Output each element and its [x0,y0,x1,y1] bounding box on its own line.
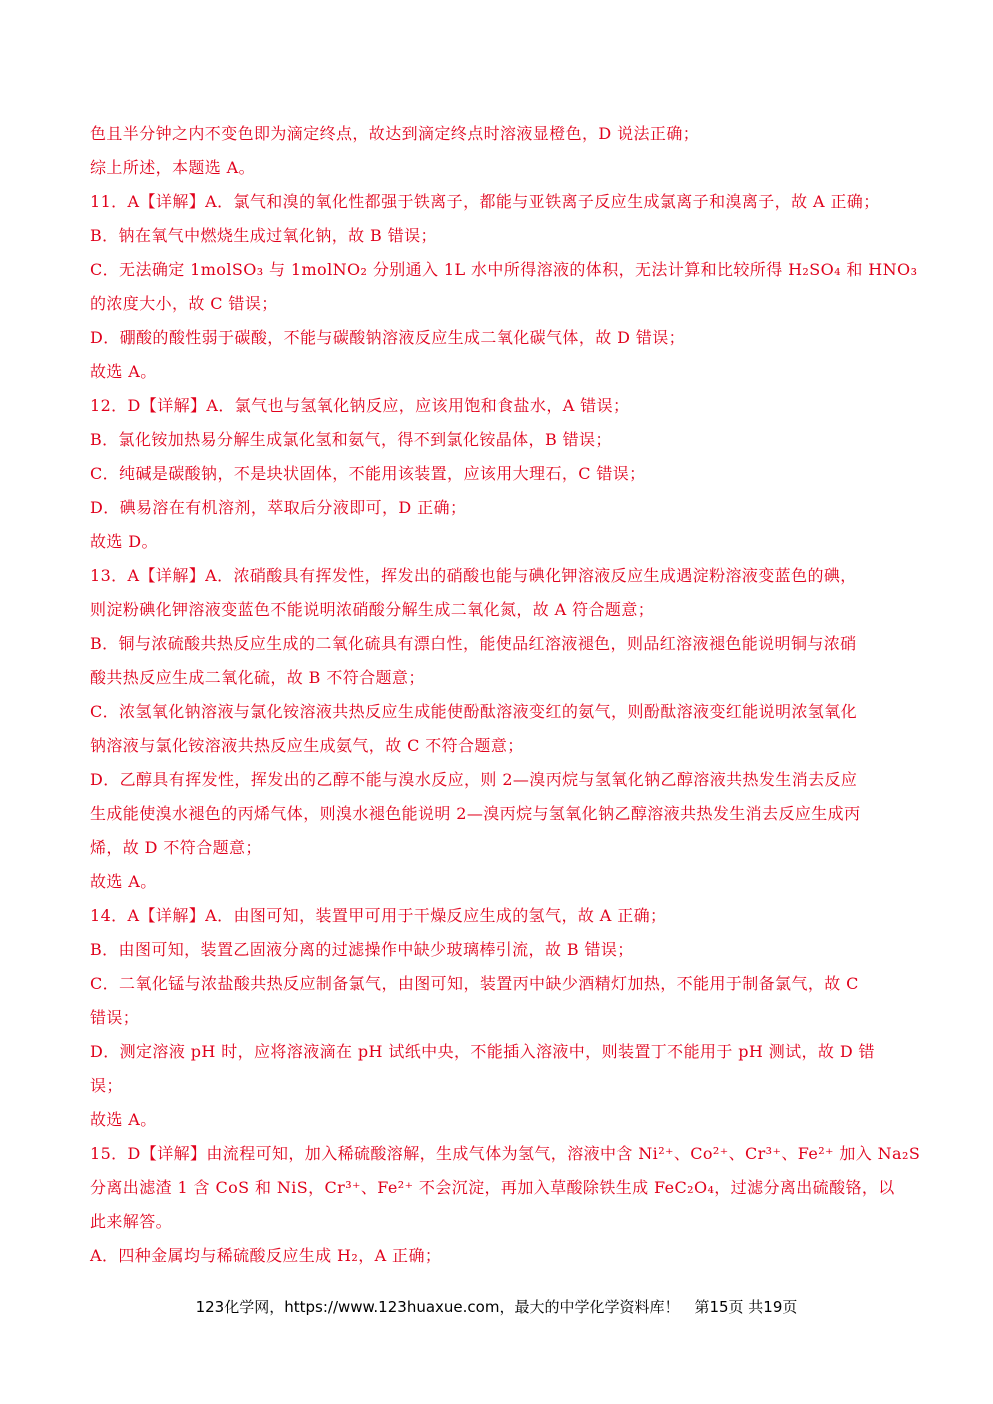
text-line: 误； [90,1076,123,1095]
text-line: 故选 A。 [90,362,157,381]
text-line: 综上所述，本题选 A。 [90,158,256,177]
page-footer: 123化学网，https://www.123huaxue.com，最大的中学化学资料库！ 第15页 共19页 [195,1298,798,1316]
text-line: 13．A【详解】A．浓硝酸具有挥发性，挥发出的硝酸也能与碘化钾溶液反应生成遇淀粉溶液变蓝色的碘， [90,566,857,585]
text-line: 则淀粉碘化钾溶液变蓝色不能说明浓硝酸分解生成二氧化氮，故 A 符合题意； [90,600,655,619]
text-line: 钠溶液与氯化铵溶液共热反应生成氨气，故 C 不符合题意； [90,736,524,755]
text-line: 故选 D。 [90,532,158,551]
text-line: 11．A【详解】A．氯气和溴的氧化性都强于铁离子，都能与亚铁离子反应生成氯离子和溴离子，故 A 正确； [90,192,880,211]
text-line: C．浓氢氧化钠溶液与氯化铵溶液共热反应生成能使酚酞溶液变红的氨气，则酚酞溶液变红能说明浓氢氧化 [90,702,858,721]
text-line: 酸共热反应生成二氧化硫，故 B 不符合题意； [90,668,425,687]
text-line: A．四种金属均与稀硫酸反应生成 H₂，A 正确； [90,1246,442,1265]
text-line: D．乙醇具有挥发性，挥发出的乙醇不能与溴水反应，则 2—溴丙烷与氢氧化钠乙醇溶液共热发生消去反应 [90,770,858,789]
text-line: B．钠在氧气中燃烧生成过氧化钠，故 B 错误； [90,226,437,245]
text-line: C．无法确定 1molSO₃ 与 1molNO₂ 分别通入 1L 水中所得溶液的体积，无法计算和比较所得 H₂SO₄ 和 HNO₃ [90,260,918,279]
text-line: 故选 A。 [90,1110,157,1129]
text-line: 生成能使溴水褪色的丙烯气体，则溴水褪色能说明 2—溴丙烷与氢氧化钠乙醇溶液共热发生消去反应生成丙 [90,804,861,823]
text-line: 此来解答。 [90,1212,173,1231]
text-line: C．纯碱是碳酸钠，不是块状固体，不能用该装置，应该用大理石，C 错误； [90,464,646,483]
text-line: B．铜与浓硫酸共热反应生成的二氧化硫具有漂白性，能使品红溶液褪色，则品红溶液褪色能说明铜与浓硝 [90,634,857,653]
text-line: 的浓度大小，故 C 错误； [90,294,278,313]
text-line: 15．D【详解】由流程可知，加入稀硫酸溶解，生成气体为氢气，溶液中含 Ni²⁺、Co²⁺、Cr³⁺、Fe²⁺ 加入 Na₂S [90,1144,921,1163]
text-line: B．氯化铵加热易分解生成氯化氢和氨气，得不到氯化铵晶体，B 错误； [90,430,612,449]
text-line: B．由图可知，装置乙固液分离的过滤操作中缺少玻璃棒引流，故 B 错误； [90,940,634,959]
text-line: 烯，故 D 不符合题意； [90,838,262,857]
text-line: 14．A【详解】A．由图可知，装置甲可用于干燥反应生成的氢气，故 A 正确； [90,906,667,925]
text-line: 故选 A。 [90,872,157,891]
text-line: D．硼酸的酸性弱于碳酸，不能与碳酸钠溶液反应生成二氧化碳气体，故 D 错误； [90,328,686,347]
text-line: D．碘易溶在有机溶剂，萃取后分液即可，D 正确； [90,498,467,517]
answer-explanations [90,117,921,1273]
text-line: 错误； [90,1008,140,1027]
text-line: 分离出滤渣 1 含 CoS 和 NiS，Cr³⁺、Fe²⁺ 不会沉淀，再加入草酸除铁生成 FeC₂O₄，过滤分离出硫酸铬，以 [90,1178,895,1197]
text-line: 12．D【详解】A．氯气也与氢氧化钠反应，应该用饱和食盐水，A 错误； [90,396,630,415]
text-line: C．二氧化锰与浓盐酸共热反应制备氯气，由图可知，装置丙中缺少酒精灯加热，不能用于制备氯气，故 C [90,974,859,993]
text-line: D．测定溶液 pH 时，应将溶液滴在 pH 试纸中央，不能插入溶液中，则装置丁不能用于 pH 测试，故 D 错 [90,1042,875,1061]
text-line: 色且半分钟之内不变色即为滴定终点，故达到滴定终点时溶液显橙色，D 说法正确； [90,124,700,143]
